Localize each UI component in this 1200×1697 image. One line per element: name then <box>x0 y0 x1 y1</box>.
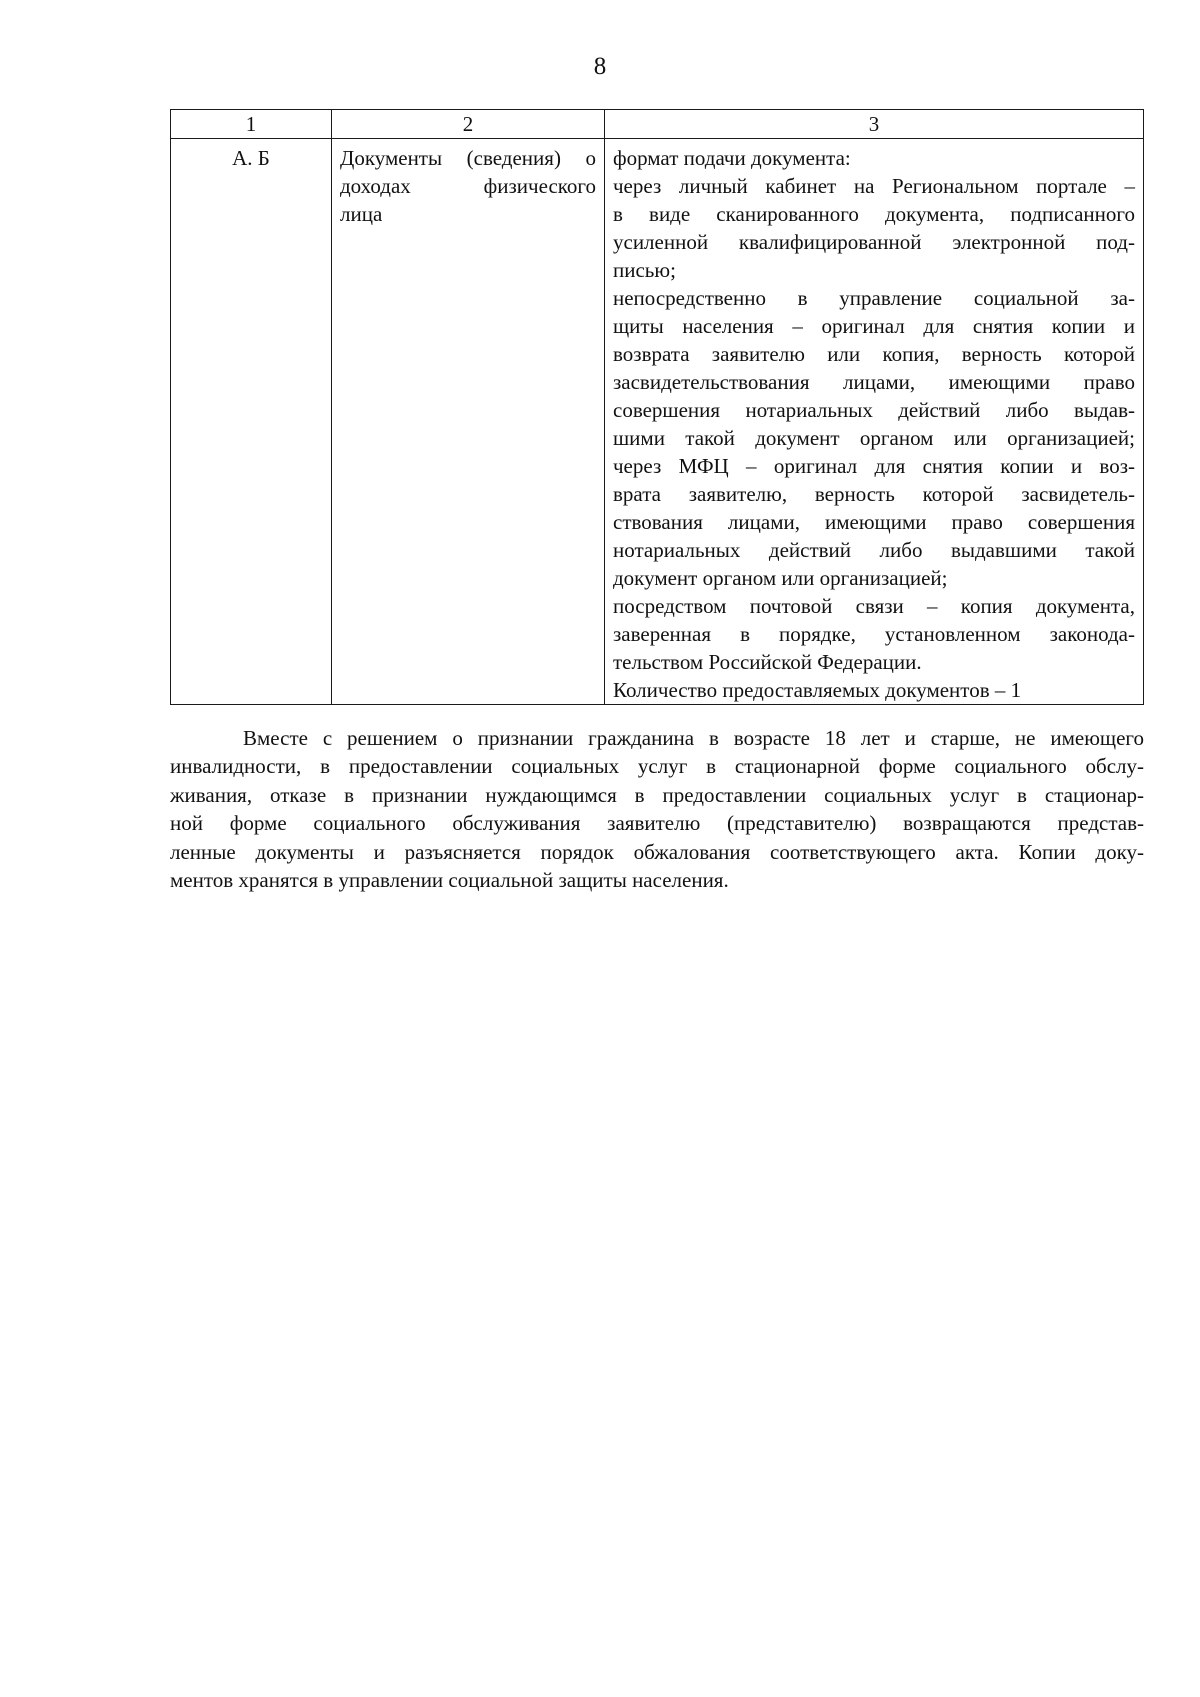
cell-text-line: посредством почтовой связи – копия документа, <box>613 594 1135 618</box>
cell-text-line: доходах физического <box>340 174 596 198</box>
paragraph-line: ной форме социального обслуживания заявителю (представителю) возвращаются представ- <box>170 811 1144 836</box>
documents-table <box>170 109 1144 705</box>
paragraph-line: инвалидности, в предоставлении социальных услуг в стационарной форме социального обслу- <box>170 754 1144 779</box>
table-header-row <box>171 110 1144 139</box>
cell-text-line: нотариальных действий либо выдавшими такой <box>613 538 1135 562</box>
cell-text-line: возврата заявителю или копия, верность которой <box>613 342 1135 366</box>
cell-text-line: непосредственно в управление социальной за- <box>613 286 1135 310</box>
cell-text-line: через МФЦ – оригинал для снятия копии и воз- <box>613 454 1135 478</box>
column-header-1: 1 <box>171 110 332 139</box>
cell-section-code: А. Б <box>171 139 332 705</box>
cell-text-line: шими такой документ органом или организацией; <box>613 426 1135 450</box>
cell-text-line: заверенная в порядке, установленном законода- <box>613 622 1135 646</box>
cell-text-line: через личный кабинет на Региональном портале – <box>613 174 1135 198</box>
cell-text-line: лица <box>340 202 383 226</box>
closing-paragraph <box>170 724 1144 894</box>
column-header-3: 3 <box>605 110 1144 139</box>
cell-text-line: засвидетельствования лицами, имеющими право <box>613 370 1135 394</box>
cell-text-line: усиленной квалифицированной электронной под- <box>613 230 1135 254</box>
paragraph-line: ментов хранятся в управлении социальной защиты населения. <box>170 867 729 892</box>
cell-text-line: в виде сканированного документа, подписанного <box>613 202 1135 226</box>
cell-text-line: щиты населения – оригинал для снятия копии и <box>613 314 1135 338</box>
cell-text-line: ствования лицами, имеющими право совершения <box>613 510 1135 534</box>
cell-text-line: совершения нотариальных действий либо выдав- <box>613 398 1135 422</box>
paragraph-line: Вместе с решением о признании гражданина в возрасте 18 лет и старше, не имеющего <box>243 726 1144 750</box>
cell-text-line: тельством Российской Федерации. <box>613 650 922 674</box>
page-number: 8 <box>593 53 607 80</box>
cell-text-line: Документы (сведения) о <box>340 146 596 170</box>
cell-submission-format <box>605 139 1144 705</box>
cell-text-line: писью; <box>613 258 676 282</box>
cell-document-name <box>332 139 605 705</box>
table-row <box>171 139 1144 705</box>
paragraph-line: живания, отказе в признании нуждающимся в предоставлении социальных услуг в стационар- <box>170 782 1144 807</box>
paragraph-line: ленные документы и разъясняется порядок обжалования соответствующего акта. Копии доку- <box>170 839 1144 864</box>
cell-text-line: врата заявителю, верность которой засвидетель- <box>613 482 1135 506</box>
column-header-2: 2 <box>332 110 605 139</box>
cell-text-line: Количество предоставляемых документов – 1 <box>613 678 1022 702</box>
cell-text-line: документ органом или организацией; <box>613 566 948 590</box>
cell-text-line: формат подачи документа: <box>613 146 851 170</box>
